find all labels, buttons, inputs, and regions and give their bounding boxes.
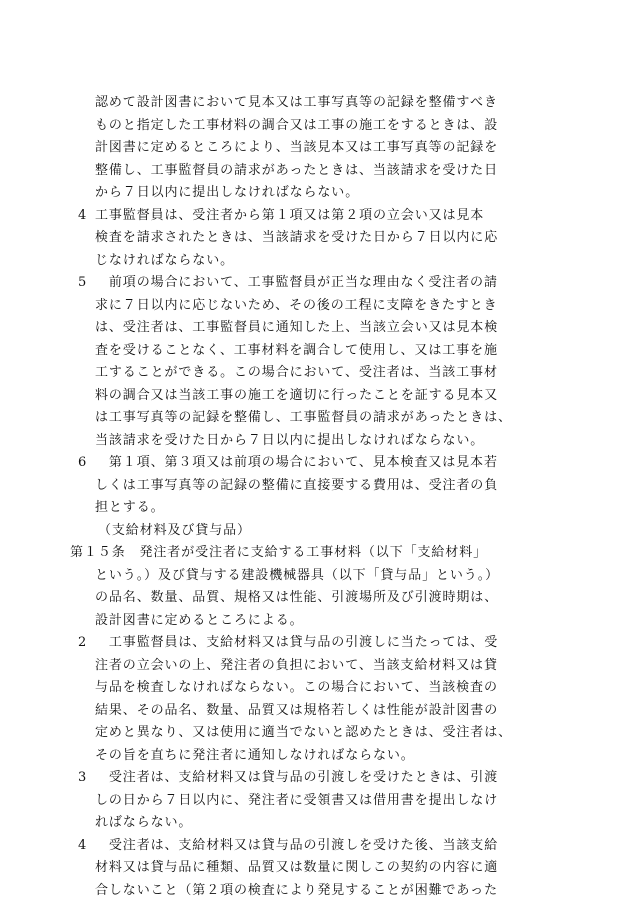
paragraph-number: 3 bbox=[78, 770, 87, 785]
line-text: 工することができる。この場合において、受注者は、当該工事材 bbox=[95, 365, 498, 380]
line-text: 整備し、工事監督員の請求があったときは、当該請求を受けた日 bbox=[95, 162, 498, 178]
body-text-line bbox=[78, 385, 556, 408]
body-text-line bbox=[78, 160, 556, 183]
body-text-line bbox=[78, 137, 556, 160]
article-text: 第１５条 発注者が受注者に支給する工事材料（以下「支給材料」 bbox=[70, 545, 488, 560]
body-text-line bbox=[78, 790, 556, 813]
line-text: 合しないこと（第２項の検査により発見することが困難であった bbox=[95, 882, 498, 898]
body-text-line bbox=[78, 812, 556, 835]
numbered-paragraph-line bbox=[78, 452, 556, 475]
numbered-paragraph-line bbox=[78, 632, 556, 655]
paragraph-number: 5 bbox=[78, 275, 87, 290]
line-text: 注者の立会いの上、発注者の負担において、当該支給材料又は貸 bbox=[95, 657, 498, 673]
body-text-line bbox=[78, 880, 556, 903]
body-text-line bbox=[78, 497, 556, 520]
line-text: じなければならない。 bbox=[95, 252, 235, 268]
line-text: 設計図書に定めるところによる。 bbox=[95, 612, 304, 628]
body-text-line bbox=[78, 227, 556, 250]
line-text: は、受注者は、工事監督員に通知した上、当該立会い又は見本検 bbox=[95, 320, 499, 335]
body-text-line bbox=[78, 340, 556, 363]
body-text-line bbox=[78, 475, 556, 498]
line-text: 工事監督員は、支給材料又は貸与品の引渡しに当たっては、受 bbox=[95, 635, 499, 650]
line-text: しの日から７日以内に、発注者に受領書又は借用書を提出しなけ bbox=[95, 792, 499, 808]
body-text-line bbox=[78, 182, 556, 205]
body-text-line bbox=[78, 722, 556, 745]
paragraph-number: 4 bbox=[78, 837, 87, 853]
article-heading-line bbox=[70, 542, 556, 565]
body-text-line bbox=[78, 857, 556, 880]
body-text-line bbox=[78, 295, 556, 318]
paragraph-number: 4 bbox=[78, 207, 87, 223]
line-text: 認めて設計図書において見本又は工事写真等の記録を整備すべき bbox=[95, 95, 498, 110]
line-text: 当該請求を受けた日から７日以内に提出しなければならない。 bbox=[95, 432, 485, 448]
line-text: 査を受けることなく、工事材料を調合して使用し、又は工事を施 bbox=[95, 342, 498, 358]
numbered-paragraph-line bbox=[78, 767, 556, 790]
body-text-line bbox=[78, 430, 556, 453]
body-text-line bbox=[78, 565, 556, 588]
line-text: 求に７日以内に応じないため、その後の工程に支障をきたすとき bbox=[95, 297, 498, 313]
line-text: の品名、数量、品質、規格又は性能、引渡場所及び引渡時期は、 bbox=[95, 590, 499, 605]
line-text: は工事写真等の記録を整備し、工事監督員の請求があったときは、 bbox=[95, 410, 512, 425]
caption-text: （支給材料及び貸与品） bbox=[98, 522, 251, 538]
line-text: 検査を請求されたときは、当該請求を受けた日から７日以内に応 bbox=[95, 230, 499, 245]
line-text: 料の調合又は当該工事の施工を適切に行ったことを証する見本又 bbox=[95, 387, 499, 403]
article-caption bbox=[78, 520, 556, 543]
body-text-line bbox=[78, 407, 556, 430]
body-text-line bbox=[78, 610, 556, 633]
numbered-paragraph-line bbox=[78, 272, 556, 295]
line-text: ものと指定した工事材料の調合又は工事の施工をするときは、設 bbox=[95, 117, 499, 133]
numbered-paragraph-line bbox=[78, 205, 556, 228]
body-text-line bbox=[78, 317, 556, 340]
body-text-line bbox=[78, 92, 556, 115]
line-text: その旨を直ちに発注者に通知しなければならない。 bbox=[95, 747, 415, 763]
paragraph-number: 6 bbox=[78, 455, 87, 470]
line-text: から７日以内に提出しなければならない。 bbox=[95, 185, 360, 200]
line-text: ればならない。 bbox=[95, 815, 193, 830]
line-text: 第１項、第３項又は前項の場合において、見本検査又は見本若 bbox=[95, 455, 498, 470]
paragraph-number: 2 bbox=[78, 635, 87, 650]
numbered-paragraph-line bbox=[78, 835, 556, 858]
line-text: 担とする。 bbox=[95, 500, 165, 515]
line-text: 与品を検査しなければならない。この場合において、当該検査の bbox=[95, 680, 498, 695]
line-text: 受注者は、支給材料又は貸与品の引渡しを受けたときは、引渡 bbox=[95, 770, 499, 785]
body-text-line bbox=[78, 587, 556, 610]
body-text-line bbox=[78, 362, 556, 385]
line-text: 計図書に定めるところにより、当該見本又は工事写真等の記録を bbox=[95, 140, 499, 155]
line-text: 前項の場合において、工事監督員が正当な理由なく受注者の請 bbox=[95, 275, 498, 290]
body-text-line bbox=[78, 745, 556, 768]
line-text: 工事監督員は、受注者から第１項又は第２項の立会い又は見本 bbox=[95, 207, 485, 223]
line-text: 受注者は、支給材料又は貸与品の引渡しを受けた後、当該支給 bbox=[95, 837, 499, 853]
line-text: という。）及び貸与する建設機械器具（以下「貸与品」という。） bbox=[95, 567, 500, 583]
line-text: 結果、その品名、数量、品質又は規格若しくは性能が設計図書の bbox=[95, 702, 499, 718]
line-text: しくは工事写真等の記録の整備に直接要する費用は、受注者の負 bbox=[95, 477, 499, 493]
body-text-line bbox=[78, 250, 556, 273]
line-text: 定めと異なり、又は使用に適当でないと認めたときは、受注者は、 bbox=[95, 725, 513, 740]
line-text: 材料又は貸与品に種類、品質又は数量に関しこの契約の内容に適 bbox=[95, 860, 499, 875]
body-text-line bbox=[78, 677, 556, 700]
body-text-line bbox=[78, 115, 556, 138]
body-text-line bbox=[78, 655, 556, 678]
body-text-line bbox=[78, 700, 556, 723]
